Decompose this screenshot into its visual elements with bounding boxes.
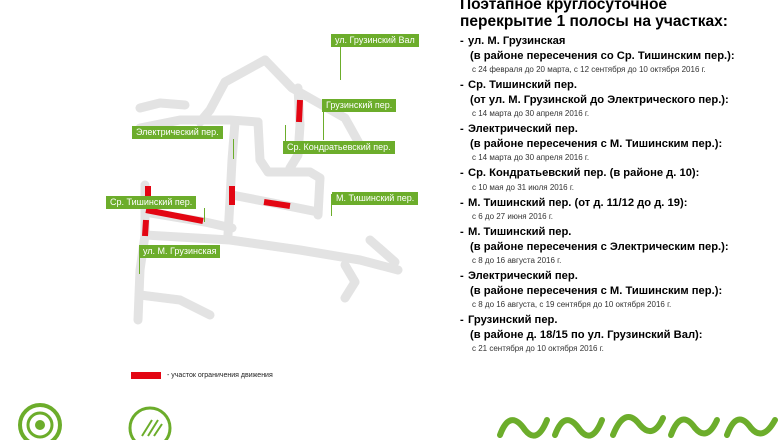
street-label-elektrichesky-per: Электрический пер. — [132, 126, 223, 139]
item-dates: с 6 до 27 июня 2016 г. — [472, 212, 553, 221]
street-label-m-gruzinskaya: ул. М. Грузинская — [139, 245, 220, 258]
item-sub: (в районе пересечения с М. Тишинским пер.): — [470, 137, 723, 150]
restriction-m-gruzinskaya — [145, 220, 146, 236]
restriction-gruzinsky-per — [299, 100, 300, 122]
item-sub: (в районе пересечения со Ср. Тишинским пер.): — [470, 49, 735, 62]
item-title: М. Тишинский пер. (от д. 11/12 до д. 19): — [468, 196, 688, 209]
label-leader — [340, 45, 341, 80]
item-title: Грузинский пер. — [468, 314, 558, 326]
list-item: - М. Тишинский пер. (от д. 11/12 до д. 19): с 6 до 27 июня 2016 г. — [460, 196, 778, 225]
item-title: Электрический пер. — [468, 123, 578, 135]
item-title: М. Тишинский пер. — [468, 226, 572, 238]
street-label-sr-tishinsky: Ср. Тишинский пер. — [106, 196, 196, 209]
item-title: Ср. Тишинский пер. — [468, 79, 577, 91]
item-sub: (в районе д. 18/15 по ул. Грузинский Вал): — [470, 328, 703, 341]
panel-heading — [460, 0, 778, 30]
label-leader — [323, 112, 324, 140]
item-dates: с 10 мая до 31 июля 2016 г. — [472, 182, 575, 192]
item-title: Электрический пер. — [468, 270, 578, 282]
road-upper-connector — [225, 60, 265, 82]
restriction-m-tishinsky — [264, 202, 290, 206]
list-item: - Электрический пер. (в районе пересечения с М. Тишинским пер.): с 14 марта до 30 апреля 2016 г. — [460, 122, 778, 165]
list-item: - Электрический пер. (в районе пересечения с М. Тишинским пер.): с 8 до 16 августа, с 19 сентября до 10 октября 2016 г. — [460, 269, 778, 312]
list-item: - М. Тишинский пер. (в районе пересечения с Электрическим пер.): с 8 до 16 августа 2016 г. — [460, 225, 778, 268]
list-item: - ул. М. Грузинская (в районе пересечения со Ср. Тишинским пер.): с 24 февраля до 20 марта, с 12 сентября до 10 октября 2016 г. — [460, 34, 778, 77]
list-item: - Ср. Кондратьевский пер. (в районе д. 10): с 10 мая до 31 июля 2016 г. — [460, 166, 778, 195]
road-northwest — [140, 103, 185, 108]
street-label-gruzinsky-val: ул. Грузинский Вал — [331, 34, 419, 47]
bottom-logo-left — [20, 405, 60, 440]
restrictions-panel — [460, 0, 778, 357]
street-label-gruzinsky-per: Грузинский пер. — [322, 99, 396, 112]
road-south-branch — [345, 265, 355, 298]
label-leader — [204, 208, 205, 222]
item-dates: с 8 до 16 августа 2016 г. — [472, 256, 562, 265]
item-dates: с 8 до 16 августа, с 19 сентября до 10 октября 2016 г. — [472, 300, 672, 309]
item-sub: (в районе пересечения с Электрическим пер.): — [470, 240, 729, 253]
decorative-wave-pattern — [495, 400, 780, 440]
item-dates: с 14 марта до 30 апреля 2016 г. — [472, 153, 590, 162]
road-southwest — [140, 295, 210, 315]
item-title: Ср. Кондратьевский пер. (в районе д. 10): — [468, 167, 700, 179]
list-item: - Грузинский пер. (в районе д. 18/15 по ул. Грузинский Вал): с 21 сентября до 10 октября 2016 г. — [460, 313, 778, 356]
panel-heading-line-1: Поэтапное круглосуточное — [460, 0, 668, 13]
panel-heading-line-2: перекрытие 1 полосы на участках: — [460, 13, 728, 30]
street-label-sr-kondratyevsky: Ср. Кондратьевский пер. — [283, 141, 395, 154]
restriction-list — [460, 34, 778, 356]
bottom-logo-mid — [130, 408, 170, 440]
item-dates: с 24 февраля до 20 марта, с 12 сентября до 10 октября 2016 г. — [472, 65, 706, 74]
item-sub: (от ул. М. Грузинской до Электрического пер.): — [470, 93, 729, 106]
legend-swatch — [131, 372, 161, 379]
label-leader — [233, 139, 234, 159]
item-title: ул. М. Грузинская — [468, 35, 566, 47]
list-item: - Ср. Тишинский пер. (от ул. М. Грузинской до Электрического пер.): с 14 марта до 30 апреля 2016 г. — [460, 78, 778, 121]
item-dates: с 14 марта до 30 апреля 2016 г. — [472, 109, 590, 118]
road-east-branch — [370, 240, 395, 262]
item-dates: с 21 сентября до 10 октября 2016 г. — [472, 344, 604, 353]
legend-text: - участок ограничения движения — [167, 372, 273, 379]
item-sub: (в районе пересечения с М. Тишинским пер.): — [470, 284, 723, 297]
street-label-m-tishinsky: М. Тишинский пер. — [332, 192, 418, 205]
